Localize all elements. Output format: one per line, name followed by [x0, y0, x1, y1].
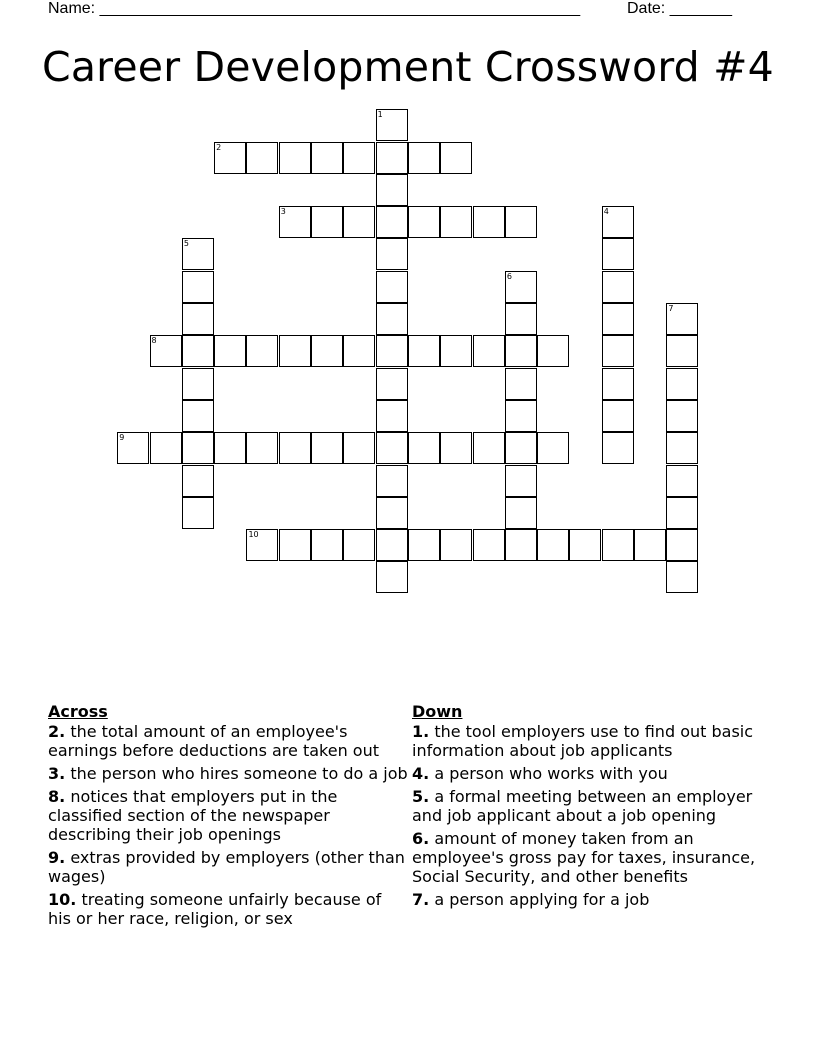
clue-across-8: [48, 787, 408, 844]
grid-cell[interactable]: [376, 335, 408, 367]
clue-number: 10.: [48, 890, 77, 909]
grid-cell[interactable]: [666, 400, 698, 432]
grid-cell[interactable]: [537, 432, 569, 464]
grid-cell[interactable]: [473, 206, 505, 238]
grid-cell[interactable]: [150, 335, 182, 367]
grid-cell[interactable]: [279, 432, 311, 464]
grid-cell[interactable]: [408, 142, 440, 174]
grid-cell[interactable]: [376, 174, 408, 206]
grid-cell[interactable]: [246, 432, 278, 464]
grid-cell[interactable]: [311, 529, 343, 561]
grid-cell[interactable]: [602, 335, 634, 367]
cell-number: 8: [151, 336, 157, 346]
grid-cell[interactable]: [376, 561, 408, 593]
grid-cell[interactable]: [505, 335, 537, 367]
grid-cell[interactable]: [182, 465, 214, 497]
clue-text: a formal meeting between an employer and job applicant about a job opening: [412, 787, 753, 825]
grid-cell[interactable]: [666, 465, 698, 497]
grid-cell[interactable]: [505, 432, 537, 464]
grid-cell[interactable]: [666, 497, 698, 529]
cell-number: 4: [603, 207, 609, 217]
down-heading: Down: [412, 702, 463, 721]
grid-cell[interactable]: [311, 335, 343, 367]
grid-cell[interactable]: [343, 206, 375, 238]
clue-text: treating someone unfairly because of his or her race, religion, or sex: [48, 890, 382, 928]
grid-cell[interactable]: [505, 368, 537, 400]
clue-down-7: [412, 890, 768, 909]
grid-cell[interactable]: [666, 561, 698, 593]
grid-cell[interactable]: [279, 142, 311, 174]
grid-cell[interactable]: [376, 206, 408, 238]
clue-across-9: [48, 848, 408, 886]
grid-cell[interactable]: [440, 206, 472, 238]
grid-cell[interactable]: [376, 109, 408, 141]
grid-cell[interactable]: [408, 335, 440, 367]
clue-down-1: [412, 722, 768, 760]
grid-cell[interactable]: [408, 529, 440, 561]
grid-cell[interactable]: [279, 335, 311, 367]
page-title: Career Development Crossword #4: [42, 43, 774, 91]
grid-cell[interactable]: [505, 497, 537, 529]
grid-cell[interactable]: [473, 432, 505, 464]
grid-cell[interactable]: [311, 432, 343, 464]
clue-across-2: [48, 722, 408, 760]
grid-cell[interactable]: [246, 335, 278, 367]
down-clues: [412, 702, 768, 913]
grid-cell[interactable]: [440, 432, 472, 464]
grid-cell[interactable]: [182, 432, 214, 464]
grid-cell[interactable]: [505, 303, 537, 335]
cell-number: 7: [668, 304, 674, 314]
grid-cell[interactable]: [311, 206, 343, 238]
grid-cell[interactable]: [376, 142, 408, 174]
across-heading: Across: [48, 702, 108, 721]
grid-cell[interactable]: [182, 368, 214, 400]
cell-number: 6: [506, 271, 512, 281]
clue-number: 9.: [48, 848, 66, 867]
grid-cell[interactable]: [505, 400, 537, 432]
grid-cell[interactable]: [376, 432, 408, 464]
grid-cell[interactable]: [473, 335, 505, 367]
grid-cell[interactable]: [440, 529, 472, 561]
grid-cell[interactable]: [602, 368, 634, 400]
grid-cell[interactable]: [182, 303, 214, 335]
grid-cell[interactable]: [343, 432, 375, 464]
clue-text: amount of money taken from an employee's gross pay for taxes, insurance, Social Security, and other benefits: [412, 829, 756, 886]
grid-cell[interactable]: [246, 529, 278, 561]
grid-cell[interactable]: [246, 142, 278, 174]
cell-number: 1: [377, 110, 383, 120]
grid-cell[interactable]: [117, 432, 149, 464]
grid-cell[interactable]: [376, 271, 408, 303]
clue-down-4: [412, 764, 768, 783]
clue-text: notices that employers put in the classified section of the newspaper describing their job openings: [48, 787, 338, 844]
grid-cell[interactable]: [182, 400, 214, 432]
grid-cell[interactable]: [602, 271, 634, 303]
grid-cell[interactable]: [473, 529, 505, 561]
grid-cell[interactable]: [343, 335, 375, 367]
grid-cell[interactable]: [505, 529, 537, 561]
clue-text: the person who hires someone to do a job: [70, 764, 408, 783]
grid-cell[interactable]: [376, 303, 408, 335]
grid-cell[interactable]: [150, 432, 182, 464]
grid-cell[interactable]: [602, 206, 634, 238]
grid-cell[interactable]: [666, 335, 698, 367]
grid-cell[interactable]: [182, 271, 214, 303]
cell-number: 2: [216, 142, 222, 152]
grid-cell[interactable]: [440, 142, 472, 174]
grid-cell[interactable]: [182, 238, 214, 270]
grid-cell[interactable]: [279, 206, 311, 238]
grid-cell[interactable]: [376, 465, 408, 497]
grid-cell[interactable]: [666, 432, 698, 464]
grid-cell[interactable]: [505, 465, 537, 497]
cell-number: 10: [248, 530, 259, 540]
clue-number: 4.: [412, 764, 430, 783]
grid-cell[interactable]: [214, 432, 246, 464]
clue-number: 8.: [48, 787, 66, 806]
grid-cell[interactable]: [343, 529, 375, 561]
grid-cell[interactable]: [602, 303, 634, 335]
grid-cell[interactable]: [505, 206, 537, 238]
grid-cell[interactable]: [376, 497, 408, 529]
clue-number: 2.: [48, 722, 66, 741]
grid-cell[interactable]: [408, 206, 440, 238]
across-clues: [48, 702, 408, 932]
grid-cell[interactable]: [602, 529, 634, 561]
grid-cell[interactable]: [311, 142, 343, 174]
grid-cell[interactable]: [666, 368, 698, 400]
grid-cell[interactable]: [182, 497, 214, 529]
grid-cell[interactable]: [666, 303, 698, 335]
clue-number: 6.: [412, 829, 430, 848]
date-line[interactable]: Date: _______: [627, 0, 732, 17]
cell-number: 3: [280, 207, 286, 217]
clue-number: 5.: [412, 787, 430, 806]
grid-cell[interactable]: [214, 142, 246, 174]
grid-cell[interactable]: [602, 238, 634, 270]
grid-cell[interactable]: [376, 529, 408, 561]
clue-number: 7.: [412, 890, 430, 909]
cell-number: 9: [119, 433, 125, 443]
clue-across-10: [48, 890, 408, 928]
grid-cell[interactable]: [376, 400, 408, 432]
clue-number: 3.: [48, 764, 66, 783]
grid-cell[interactable]: [279, 529, 311, 561]
grid-cell[interactable]: [602, 400, 634, 432]
grid-cell[interactable]: [505, 271, 537, 303]
grid-cell[interactable]: [214, 335, 246, 367]
clue-text: extras provided by employers (other than wages): [48, 848, 405, 886]
name-line[interactable]: Name: ______________________________________________________: [48, 0, 581, 17]
grid-cell[interactable]: [440, 335, 472, 367]
clue-across-3: [48, 764, 408, 783]
grid-cell[interactable]: [537, 529, 569, 561]
grid-cell[interactable]: [376, 238, 408, 270]
clue-text: the total amount of an employee's earnings before deductions are taken out: [48, 722, 379, 760]
clue-text: the tool employers use to find out basic information about job applicants: [412, 722, 754, 760]
clue-down-6: [412, 829, 768, 886]
cell-number: 5: [183, 239, 189, 249]
clue-text: a person who works with you: [434, 764, 668, 783]
grid-cell[interactable]: [182, 335, 214, 367]
clue-number: 1.: [412, 722, 430, 741]
grid-cell[interactable]: [569, 529, 601, 561]
grid-cell[interactable]: [408, 432, 440, 464]
clue-down-5: [412, 787, 768, 825]
grid-cell[interactable]: [602, 432, 634, 464]
grid-cell[interactable]: [343, 142, 375, 174]
grid-cell[interactable]: [537, 335, 569, 367]
grid-cell[interactable]: [666, 529, 698, 561]
grid-cell[interactable]: [634, 529, 666, 561]
grid-cell[interactable]: [376, 368, 408, 400]
clue-text: a person applying for a job: [434, 890, 650, 909]
